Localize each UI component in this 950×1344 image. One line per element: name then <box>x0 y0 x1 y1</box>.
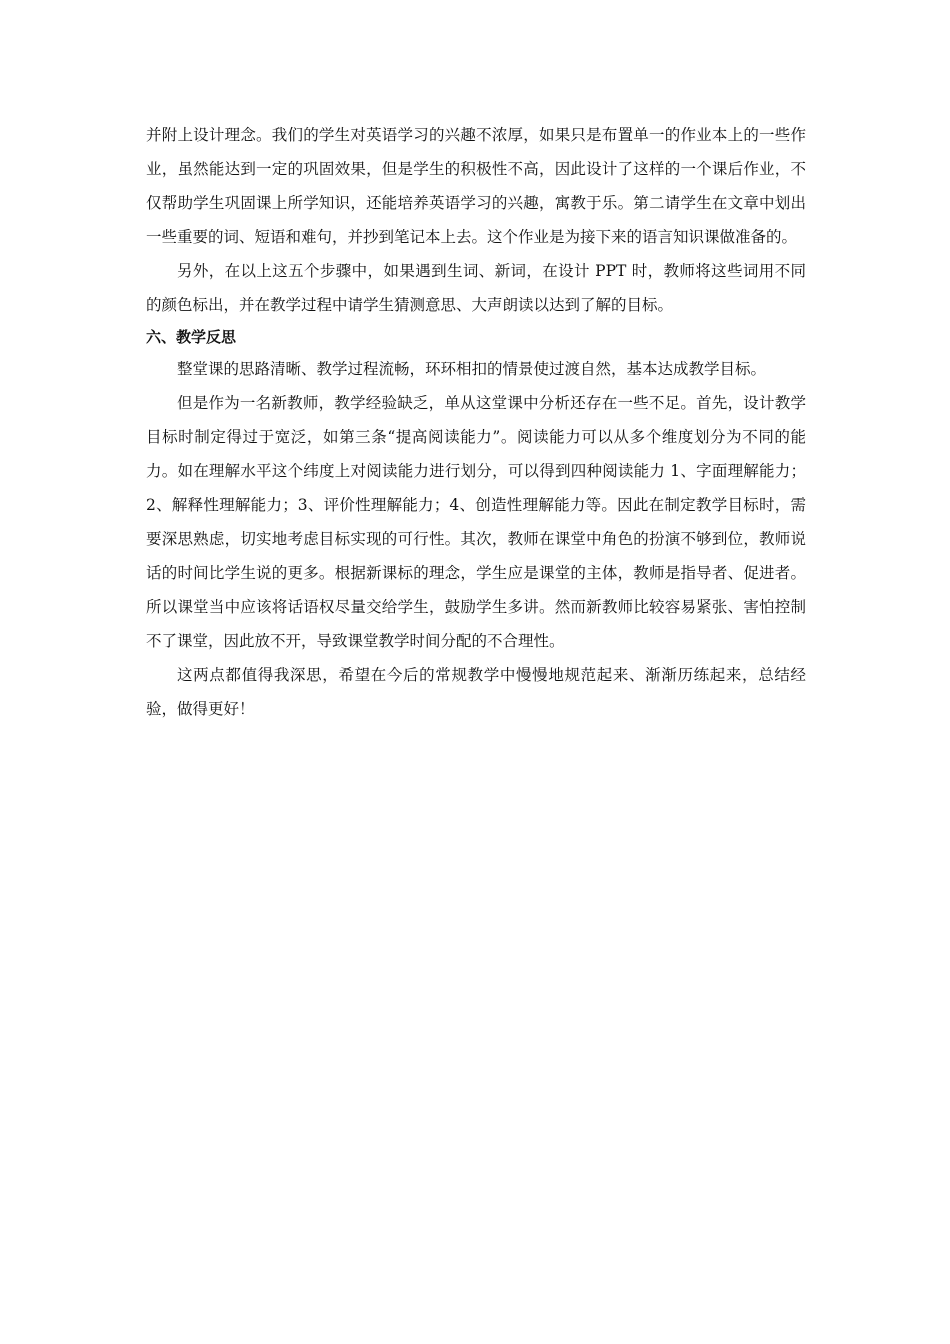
section-heading-teaching-reflection: 六、教学反思 <box>146 328 237 346</box>
document-body <box>146 118 806 726</box>
paragraph-reflection-conclusion: 这两点都值得我深思，希望在今后的常规教学中慢慢地规范起来、渐渐历练起来，总结经验，做得更好！ <box>146 666 806 718</box>
paragraph-design-concept: 并附上设计理念。我们的学生对英语学习的兴趣不浓厚，如果只是布置单一的作业本上的一些作业，虽然能达到一定的巩固效果，但是学生的积极性不高，因此设计了这样的一个课后作业，不仅帮助学生巩固课上所学知识，还能培养英语学习的兴趣，寓教于乐。第二请学生在文章中划出一些重要的词、短语和难句，并抄到笔记本上去。这个作业是为接下来的语言知识课做准备的。 <box>146 126 806 246</box>
paragraph-ppt-vocabulary: 另外，在以上这五个步骤中，如果遇到生词、新词，在设计 PPT 时，教师将这些词用不同的颜色标出，并在教学过程中请学生猜测意思、大声朗读以达到了解的目标。 <box>146 262 806 314</box>
paragraph-reflection-shortcomings: 但是作为一名新教师，教学经验缺乏，单从这堂课中分析还存在一些不足。首先，设计教学目标时制定得过于宽泛，如第三条“提高阅读能力”。阅读能力可以从多个维度划分为不同的能力。如在理解水平这个纬度上对阅读能力进行划分，可以得到四种阅读能力 1、字面理解能力；2、解释性理解能力；3、评价性理解能力；4、创造性理解能力等。因此在制定教学目标时，需要深思熟虑，切实地考虑目标实现的可行性。其次，教师在课堂中角色的扮演不够到位，教师说话的时间比学生说的更多。根据新课标的理念，学生应是课堂的主体，教师是指导者、促进者。所以课堂当中应该将话语权尽量交给学生，鼓励学生多讲。然而新教师比较容易紧张、害怕控制不了课堂，因此放不开，导致课堂教学时间分配的不合理性。 <box>146 394 806 650</box>
paragraph-reflection-summary: 整堂课的思路清晰、教学过程流畅，环环相扣的情景使过渡自然，基本达成教学目标。 <box>177 360 767 378</box>
